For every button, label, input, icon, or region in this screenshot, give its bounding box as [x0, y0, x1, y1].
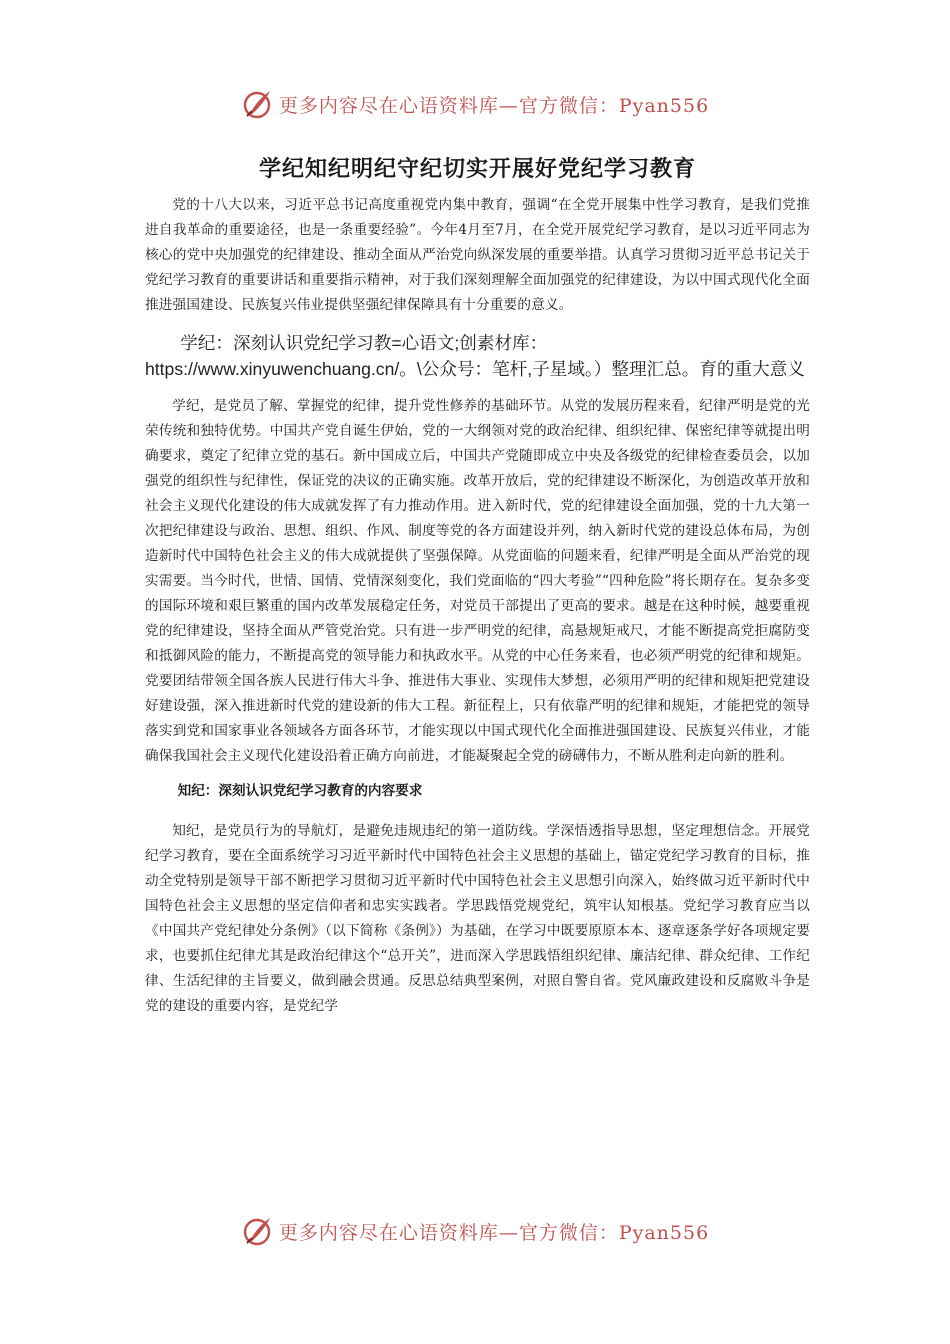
header-banner: [0, 84, 950, 124]
banner-text: 更多内容尽在心语资料库—官方微信：Pyan556: [278, 94, 710, 117]
document-title: 学纪知纪明纪守纪切实开展好党纪学习教育: [258, 156, 696, 182]
section1-heading: 学纪：深刻认识党纪学习教=心语文;创素材库：https://www.xinyuwenchuang.cn/。\公众号：笔杆,子星域。）整理汇总。育的重大意义: [145, 333, 805, 379]
section2-paragraph: 知纪，是党员行为的导航灯，是避免违规违纪的第一道防线。学深悟透指导思想，坚定理想信念。开展党纪学习教育，要在全面系统学习习近平新时代中国特色社会主义思想的基础上，锚定党纪学习教育的目标，推动全党特别是领导干部不断把学习贯彻习近平新时代中国特色社会主义思想引向深入，始终做习近平新时代中国特色社会主义思想的坚定信仰者和忠实实践者。学思践悟党规党纪，筑牢认知根基。党纪学习教育应当以《中国共产党纪律处分条例》（以下简称《条例》）为基础，在学习中既要原原本本、逐章逐条学好各项规定要求，也要抓住纪律尤其是政治纪律这个“总开关”，进而深入学思践悟组织纪律、廉洁纪律、群众纪律、工作纪律、生活纪律的主旨要义，做到融会贯通。反思总结典型案例，对照自警自省。党风廉政建设和反腐败斗争是党的建设的重要内容，是党纪学: [145, 823, 810, 1014]
section1-paragraph: 学纪，是党员了解、掌握党的纪律，提升党性修养的基础环节。从党的发展历程来看，纪律严明是党的光荣传统和独特优势。中国共产党自诞生伊始，党的一大纲领对党的政治纪律、组织纪律、保密纪律等就提出明确要求，奠定了纪律立党的基石。新中国成立后，中国共产党随即成立中央及各级党的纪律检查委员会，以加强党的组织性与纪律性，保证党的决议的正确实施。改革开放后，党的纪律建设不断深化，为创造改革开放和社会主义现代化建设的伟大成就发挥了有力推动作用。进入新时代，党的纪律建设全面加强，党的十九大第一次把纪律建设与政治、思想、组织、作风、制度等党的各方面建设并列，纳入新时代党的建设总体布局，为创造新时代中国特色社会主义的伟大成就提供了坚强保障。从党面临的问题来看，纪律严明是全面从严治党的现实需要。当今时代，世情、国情、党情深刻变化，我们党面临的“四大考验”“四种危险”将长期存在。复杂多变的国际环境和艰巨繁重的国内改革发展稳定任务，对党员干部提出了更高的要求。越是在这种时候，越要重视党的纪律建设，坚持全面从严管党治党。只有进一步严明党的纪律，高悬规矩戒尺，才能不断提高党拒腐防变和抵御风险的能力，不断提高党的领导能力和执政水平。从党的中心任务来看，也必须严明党的纪律和规矩。党要团结带领全国各族人民进行伟大斗争、推进伟大事业、实现伟大梦想，必须用严明的纪律和规矩把党建设好建设强，深入推进新时代党的建设新的伟大工程。新征程上，只有依靠严明的纪律和规矩，才能把党的领导落实到党和国家事业各领域各方面各环节，才能实现以中国式现代化全面推进强国建设、民族复兴伟业，才能确保我国社会主义现代化建设沿着正确方向前进，才能凝聚起全党的磅礴伟力，不断从胜利走向新的胜利。: [145, 398, 810, 764]
footer-banner: [0, 1211, 950, 1251]
section2-heading: 知纪：深刻认识党纪学习教育的内容要求: [177, 783, 423, 799]
banner-text: 更多内容尽在心语资料库—官方微信：Pyan556: [278, 1221, 710, 1244]
intro-paragraph: 党的十八大以来，习近平总书记高度重视党内集中教育，强调“在全党开展集中性学习教育，是我们党推进自我革命的重要途径，也是一条重要经验”。今年4月至7月，在全党开展党纪学习教育，是以习近平同志为核心的党中央加强党的纪律建设、推动全面从严治党向纵深发展的重要举措。认真学习贯彻习近平总书记关于党纪学习教育的重要讲话和重要指示精神，对于我们深刻理解全面加强党的纪律建设，为以中国式现代化全面推进强国建设、民族复兴伟业提供坚强纪律保障具有十分重要的意义。: [145, 197, 810, 313]
document-body: [145, 152, 810, 1019]
quill-pen-logo-icon: [241, 88, 273, 120]
quill-pen-logo-icon: [241, 1215, 273, 1247]
